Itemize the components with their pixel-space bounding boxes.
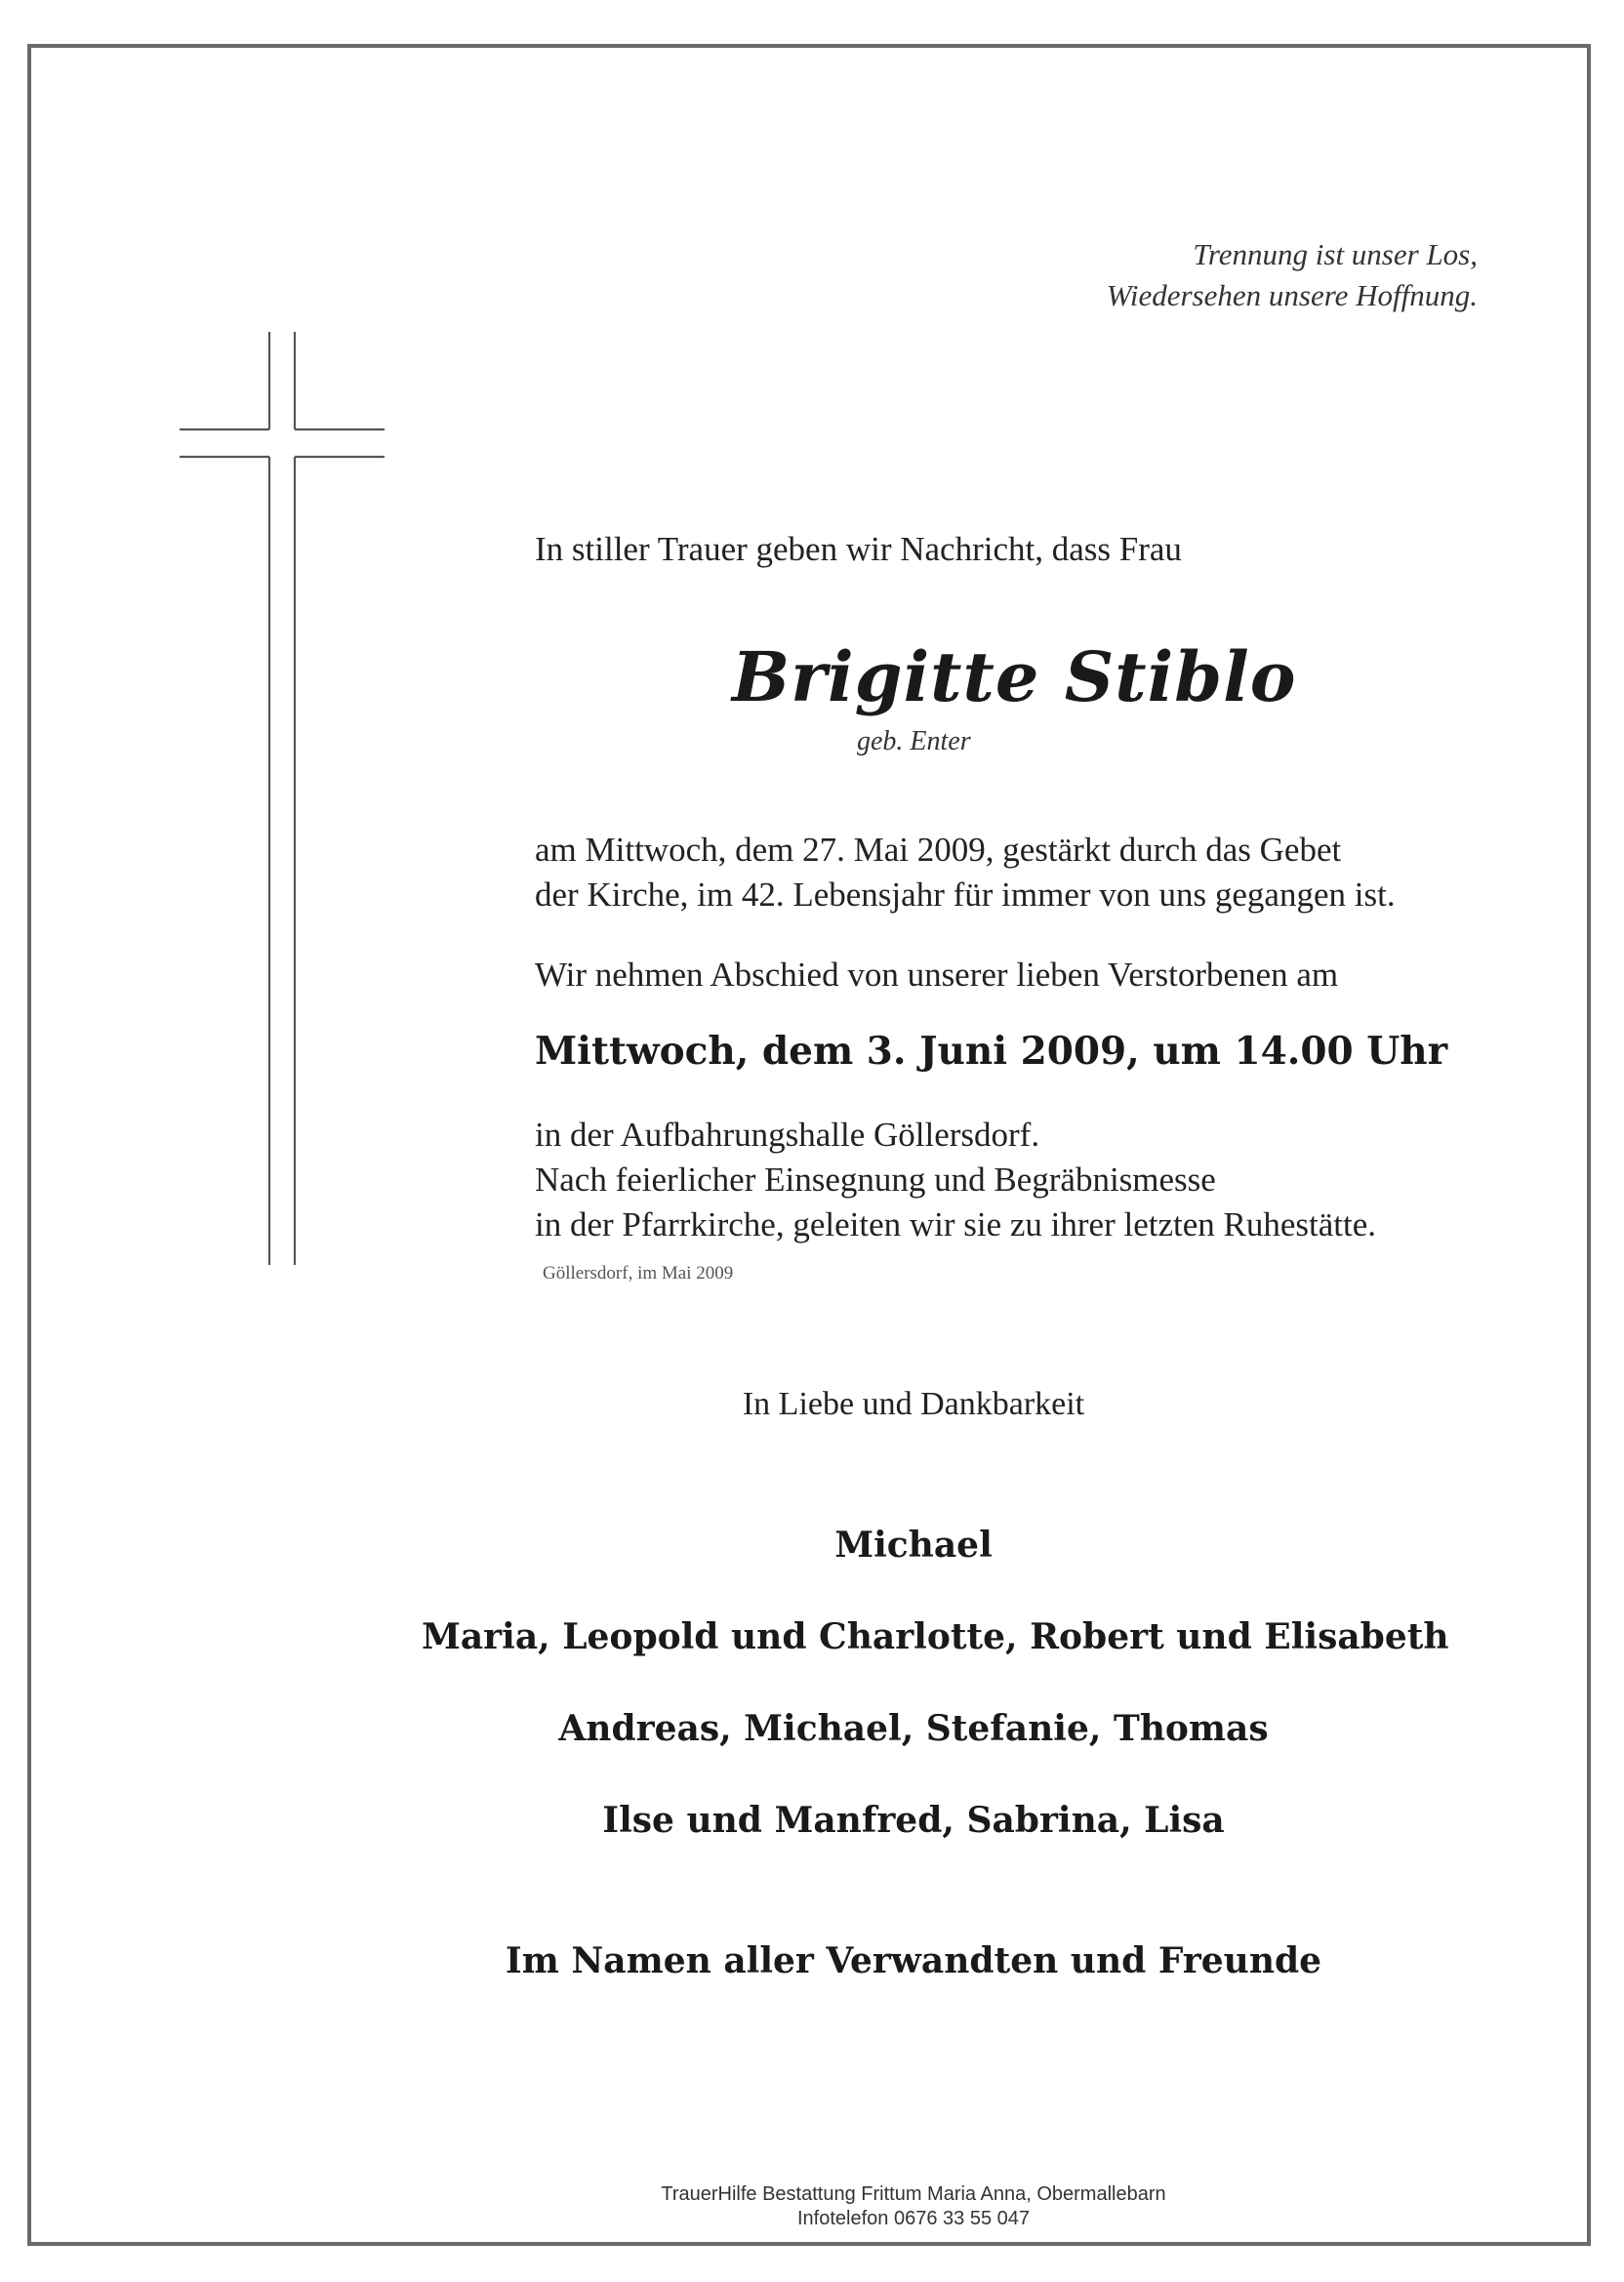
footer-company: TrauerHilfe Bestattung Frittum Maria Anna, Obermallebarn <box>661 2183 1166 2205</box>
family-line: Michael <box>834 1525 993 1566</box>
funeral-place-line: Nach feierlicher Einsegnung und Begräbnismesse <box>535 1161 1216 1199</box>
funeral-place-line: in der Pfarrkirche, geleiten wir sie zu ihrer letzten Ruhestätte. <box>535 1205 1377 1243</box>
death-notice <box>535 828 1396 917</box>
motto-line: Wiedersehen unsere Hoffnung. <box>1106 278 1478 312</box>
deceased-name: Brigitte Stiblo <box>732 636 1297 717</box>
love-line: In Liebe und Dankbarkeit <box>742 1386 1085 1422</box>
footer-phone: Infotelefon 0676 33 55 047 <box>797 2208 1030 2229</box>
farewell-intro: Wir nehmen Abschied von unserer lieben Verstorbenen am <box>535 956 1339 994</box>
death-notice-line: am Mittwoch, dem 27. Mai 2009, gestärkt durch das Gebet <box>535 831 1342 869</box>
family-line: Andreas, Michael, Stefanie, Thomas <box>558 1708 1269 1749</box>
footer <box>422 2182 1405 2231</box>
cross-icon <box>180 332 385 1265</box>
motto-line: Trennung ist unser Los, <box>1193 237 1478 271</box>
funeral-datetime: Mittwoch, dem 3. Juni 2009, um 14.00 Uhr <box>535 1029 1448 1074</box>
death-notice-line: der Kirche, im 42. Lebensjahr für immer von uns gegangen ist. <box>535 876 1396 914</box>
funeral-place-line: in der Aufbahrungshalle Göllersdorf. <box>535 1116 1040 1154</box>
funeral-place <box>535 1113 1376 1247</box>
dateline: Göllersdorf, im Mai 2009 <box>543 1263 734 1284</box>
family-line: Ilse und Manfred, Sabrina, Lisa <box>602 1800 1225 1841</box>
maiden-name: geb. Enter <box>857 726 971 756</box>
intro-text: In stiller Trauer geben wir Nachricht, dass Frau <box>535 530 1182 568</box>
closing-line: Im Namen aller Verwandten und Freunde <box>505 1940 1322 1981</box>
family-line: Maria, Leopold und Charlotte, Robert und Elisabeth <box>422 1616 1449 1657</box>
motto <box>1107 234 1478 316</box>
